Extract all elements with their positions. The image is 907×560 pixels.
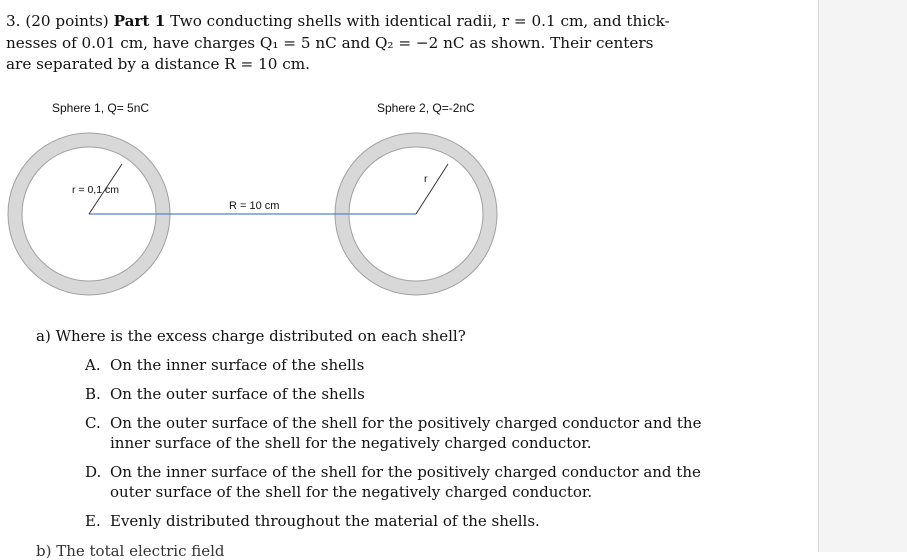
option-text: On the inner surface of the shells	[110, 356, 365, 374]
sphere-1-label: Sphere 1, Q= 5nC	[52, 101, 150, 115]
option-letter: E.	[85, 512, 101, 530]
distance-label: R = 10 cm	[229, 200, 280, 212]
radius-label-2: r	[424, 173, 428, 185]
option-text-line-2: outer surface of the shell for the negatively charged conductor.	[110, 483, 593, 501]
sphere-2-label: Sphere 2, Q=-2nC	[377, 101, 475, 115]
question-a: a) Where is the excess charge distributed on each shell?	[36, 327, 466, 345]
option-a	[85, 355, 725, 375]
option-text-line-2: inner surface of the shell for the negatively charged conductor.	[110, 434, 592, 452]
option-d	[85, 462, 725, 502]
option-letter: A.	[85, 356, 101, 374]
option-letter: B.	[85, 385, 101, 403]
option-letter: D.	[85, 463, 102, 481]
part-label: Part 1	[113, 12, 166, 30]
option-e	[85, 511, 725, 531]
option-text	[110, 413, 725, 453]
option-text: On the outer surface of the shells	[110, 385, 365, 403]
option-text-line-1: On the inner surface of the shell for the positively charged conductor and the	[110, 463, 701, 481]
radius-label-1: r = 0,1 cm	[72, 184, 119, 196]
problem-statement	[6, 11, 726, 76]
problem-line-1: Two conducting shells with identical radii, r = 0.1 cm, and thick-	[170, 12, 670, 30]
option-c	[85, 413, 725, 453]
shells-figure	[0, 92, 520, 307]
problem-prefix: 3. (20 points)	[6, 12, 109, 30]
option-letter: C.	[85, 414, 101, 432]
option-text-line-1: On the outer surface of the shell for the positively charged conductor and the	[110, 414, 702, 432]
problem-line-3: are separated by a distance R = 10 cm.	[6, 55, 310, 73]
problem-line-2: nesses of 0.01 cm, have charges Q₁ = 5 nC and Q₂ = −2 nC as shown. Their centers	[6, 33, 654, 52]
option-b	[85, 384, 725, 404]
answer-options	[85, 355, 725, 540]
option-text: Evenly distributed throughout the material of the shells.	[110, 512, 540, 530]
side-panel	[818, 0, 907, 552]
option-text	[110, 462, 725, 502]
question-b-partial: b) The total electric field	[36, 542, 225, 560]
